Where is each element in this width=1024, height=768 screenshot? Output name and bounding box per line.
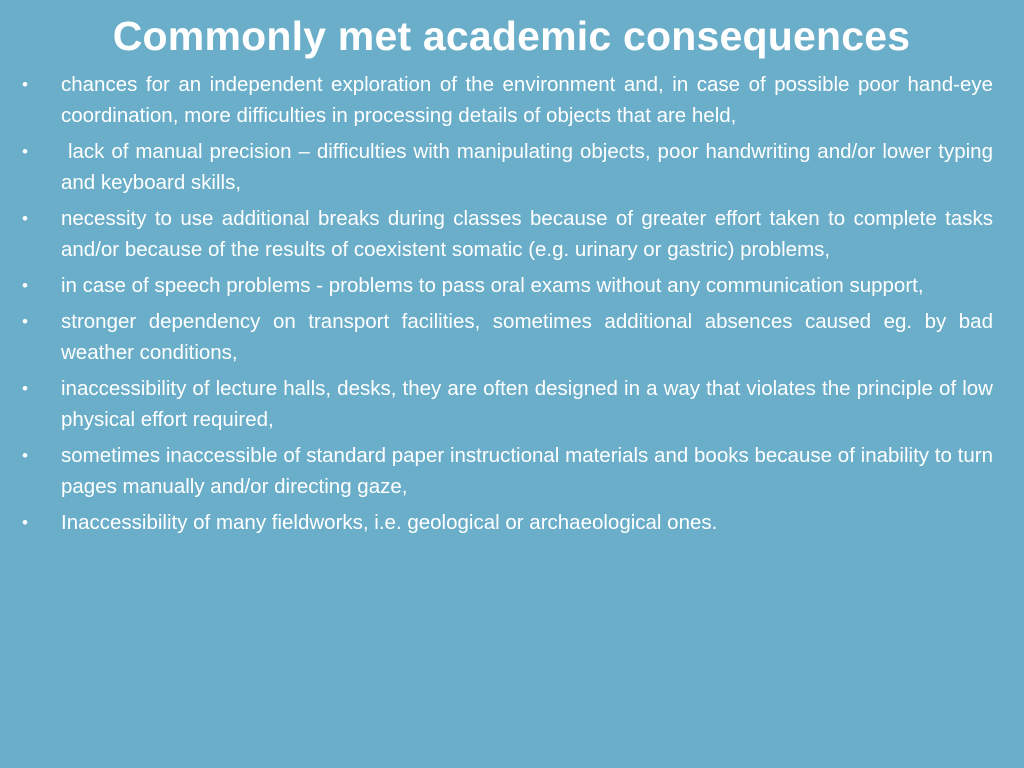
bullet-text: inaccessibility of lecture halls, desks, they are often designed in a way that violates the principle of low physical effort required, <box>61 377 993 432</box>
list-item <box>22 203 993 265</box>
bullet-text: necessity to use additional breaks during classes because of greater effort taken to complete tasks and/or because of the results of coexistent somatic (e.g. urinary or gastric) problems, <box>61 207 993 262</box>
slide-title: Commonly met academic consequences <box>112 13 911 59</box>
list-item <box>22 69 993 131</box>
bullet-icon: • <box>22 446 28 466</box>
bullet-text: lack of manual precision – difficulties with manipulating objects, poor handwriting and/or lower typing and keyboard skills, <box>61 140 999 195</box>
bullet-text: stronger dependency on transport facilities, sometimes additional absences caused eg. by bad weather conditions, <box>61 310 993 365</box>
bullet-icon: • <box>22 142 28 162</box>
bullet-text: in case of speech problems - problems to pass oral exams without any communication support, <box>61 274 924 298</box>
list-item <box>22 306 993 368</box>
list-item <box>22 136 999 198</box>
list-item <box>22 507 993 538</box>
list-item <box>22 373 993 435</box>
bullet-icon: • <box>22 379 28 399</box>
bullet-icon: • <box>22 209 28 229</box>
bullet-icon: • <box>22 276 28 296</box>
list-item <box>22 270 993 301</box>
bullet-icon: • <box>22 75 28 95</box>
list-item <box>22 440 993 502</box>
bullet-text: Inaccessibility of many fieldworks, i.e. geological or archaeological ones. <box>61 511 718 535</box>
bullet-icon: • <box>22 513 28 533</box>
bullet-icon: • <box>22 312 28 332</box>
bullet-text: chances for an independent exploration of the environment and, in case of possible poor hand-eye coordination, more difficulties in processing details of objects that are held, <box>61 73 993 128</box>
bullet-text: sometimes inaccessible of standard paper instructional materials and books because of inability to turn pages manually and/or directing gaze, <box>61 444 993 499</box>
bullet-list <box>22 69 999 538</box>
